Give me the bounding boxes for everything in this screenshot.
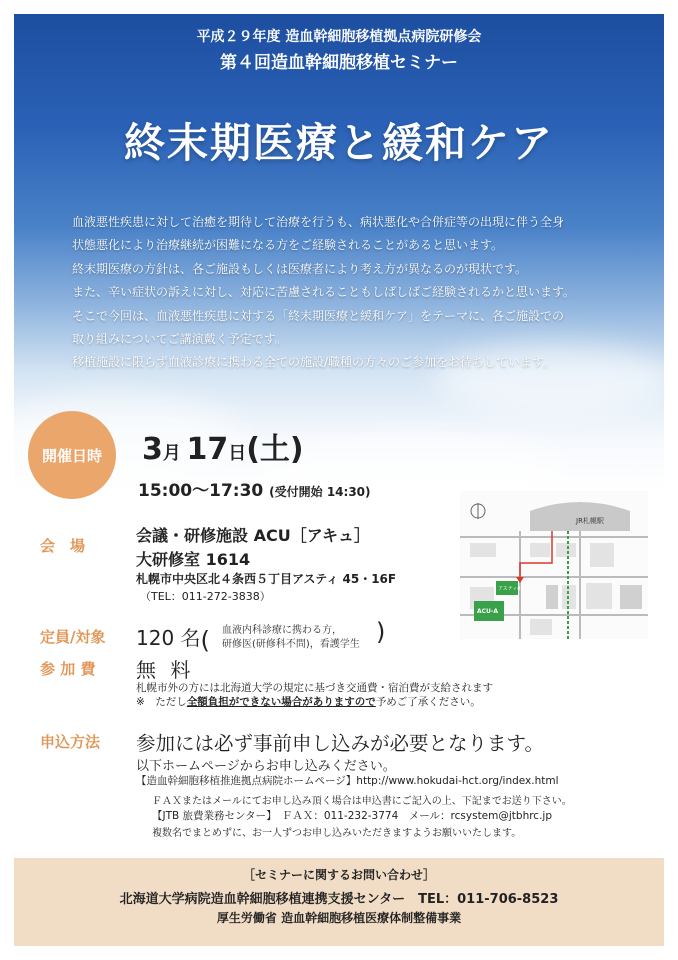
contact-box xyxy=(14,858,664,946)
map-block xyxy=(620,585,642,609)
map-block xyxy=(530,543,550,557)
date-month: 3 xyxy=(142,432,163,467)
venue-tel: （TEL：011-272-3838） xyxy=(140,590,271,603)
contact-sponsor: 厚生労働省 造血幹細胞移植医療体制整備事業 xyxy=(216,911,462,925)
reception-time: (受付開始 14:30) xyxy=(269,485,371,499)
map-asty-label: アスティ45 xyxy=(498,586,524,592)
map-acu-label: ACU-A xyxy=(477,608,499,615)
application-sub: 以下ホームページからお申し込みください。 xyxy=(136,759,396,774)
contact-heading: ［セミナーに関するお問い合わせ］ xyxy=(242,868,435,882)
capacity-open-paren: ( xyxy=(200,626,210,655)
event-date xyxy=(142,424,304,468)
fee-note-suffix: 予めご了承ください。 xyxy=(375,696,481,708)
capacity-label: 定員/対象 xyxy=(40,628,106,646)
date-day: 17 xyxy=(186,432,229,467)
intro-line: 取り組みについてご講演戴く予定です。 xyxy=(72,332,287,347)
event-time xyxy=(138,476,371,501)
venue-name: 会議・研修施設 ACU［アキュ］ xyxy=(136,526,371,545)
fee-note-emphasis: 全額負担ができない場合がありますので xyxy=(186,696,376,708)
contact-org: 北海道大学病院造血幹細胞移植連携支援センター TEL：011-706-8523 xyxy=(119,892,559,907)
poster xyxy=(14,14,664,946)
fee-note-prefix: ※ ただし xyxy=(136,696,187,708)
application-homepage xyxy=(136,773,559,788)
map-block xyxy=(556,543,576,557)
intro-line: 血液悪性疾患に対して治癒を期待して治療を行うも、病状悪化や合併症等の出現に伴う全身 xyxy=(72,215,565,229)
fee-note-travel: 札幌市外の方には北海道大学の規定に基づき交通費・宿泊費が支給されます xyxy=(136,682,493,694)
venue-label: 会 場 xyxy=(40,537,86,555)
intro-line: 移植施設に限らず血液診療に携わる全ての施設/職種の方々のご参加をお待ちしています。 xyxy=(72,355,556,370)
schedule-badge xyxy=(28,411,116,499)
fee-value: 無 料 xyxy=(136,658,195,682)
schedule-label: 開催日時 xyxy=(41,446,102,465)
capacity-value xyxy=(136,622,210,655)
organizer-line: 平成２９年度 造血幹細胞移植拠点病院研修会 xyxy=(196,29,482,45)
fee-note-warning xyxy=(136,694,481,709)
application-label: 申込方法 xyxy=(40,733,101,751)
map-block xyxy=(530,619,552,635)
homepage-link[interactable]: http://www.hokudai-hct.org/index.html xyxy=(356,775,559,787)
intro-line: そこで今回は、血液悪性疾患に対する「終末期医療と緩和ケア」をテーマに、各ご施設での xyxy=(72,308,565,323)
date-weekday: (土) xyxy=(246,432,304,467)
fax-note: ＦＡＸまたはメールにてお申し込み頂く場合は申込書にご記入の上、下記までお送り下さい。 xyxy=(152,796,572,807)
date-day-unit: 日 xyxy=(228,443,247,464)
intro-line: 状態悪化により治療継続が困難になる方をご経験されることがあると思います。 xyxy=(72,238,504,253)
map-block xyxy=(470,543,496,557)
capacity-note-line: 血液内科診療に携わる方， xyxy=(222,625,342,636)
venue-room: 大研修室 1614 xyxy=(136,550,251,569)
intro-line: また、辛い症状の訴えに対し、対応に苦慮されることもしばしばご経験されるかと思います。 xyxy=(72,285,576,300)
map-block xyxy=(586,583,612,609)
main-title: 終末期医療と緩和ケア xyxy=(124,119,554,167)
map-block xyxy=(546,585,558,609)
map-station-label: JR札幌駅 xyxy=(576,517,604,525)
capacity-count: 120 名 xyxy=(136,626,201,650)
fee-label: 参 加 費 xyxy=(40,660,96,678)
homepage-label: 【造血幹細胞移植推進拠点病院ホームページ】 xyxy=(136,775,357,787)
capacity-note-line: 研修医(研修科不問)，看護学生 xyxy=(222,639,360,650)
seminar-line: 第４回造血幹細胞移植セミナー xyxy=(220,53,458,73)
jtb-contact: 【JTB 旅費業務センター】 ＦＡＸ：011-232-3774 メール：rcsystem@jtbhrc.jp xyxy=(152,810,553,822)
capacity-target-note xyxy=(222,624,360,652)
intro-text xyxy=(72,211,652,375)
date-month-unit: 月 xyxy=(162,443,181,464)
map-block xyxy=(590,543,614,567)
venue-map xyxy=(460,491,648,639)
intro-line: 終末期医療の方針は、各ご施設もしくは医療者により考え方が異なるのが現状です。 xyxy=(72,261,528,276)
venue-address: 札幌市中央区北４条西５丁目アスティ 45・16F xyxy=(136,572,397,586)
time-range: 15:00〜17:30 xyxy=(138,481,264,501)
capacity-close-paren: ) xyxy=(376,618,386,646)
application-main: 参加には必ず事前申し込みが必要となります。 xyxy=(136,732,544,755)
application-individual-note: 複数名でまとめずに、お一人ずつお申し込みいただきますようお願いいたします。 xyxy=(152,828,522,839)
